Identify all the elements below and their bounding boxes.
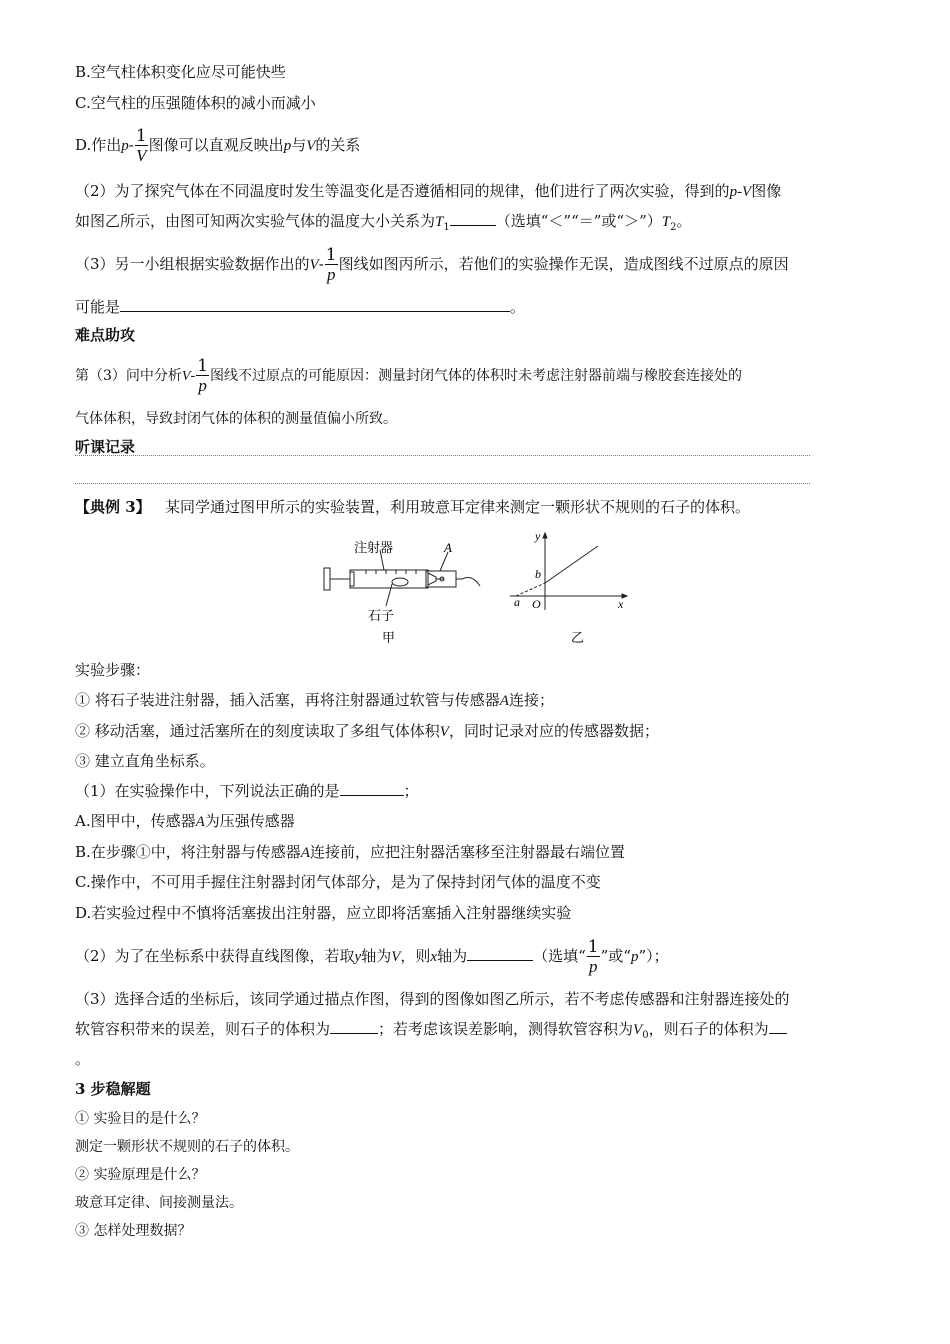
syringe-label: 注射器	[354, 541, 394, 556]
caption-left: 甲	[382, 631, 396, 646]
example-q1: （1）在实验操作中，下列说法正确的是 ；	[75, 782, 419, 800]
graph-line-solid	[545, 546, 598, 583]
option-b: B.空气柱体积变化应尽可能快些	[75, 63, 286, 81]
graph-line-dashed	[516, 583, 545, 596]
notes-line-1	[75, 455, 810, 456]
fraction-1-over-v: $\frac{1}{V}$	[135, 126, 147, 165]
answer-blank	[330, 1019, 378, 1034]
example-q1-option-a: A.图甲中，传感器A为压强传感器	[75, 812, 295, 830]
solve-a2: 玻意耳定律、间接测量法。	[75, 1195, 243, 1211]
fraction-1-over-p: $\frac{1}{p}$	[587, 937, 599, 976]
example-q3-line-3: 。	[75, 1050, 91, 1068]
stone-label: 石子	[368, 609, 395, 624]
caption-right: 乙	[571, 631, 585, 646]
fraction-1-over-p: $\frac{1}{p}$	[325, 245, 337, 284]
solve-a1: 测定一颗形状不规则的石子的体积。	[75, 1139, 299, 1155]
graph-yi	[510, 533, 627, 610]
sensor-label: A	[444, 540, 452, 555]
step-3: ③ 建立直角坐标系。	[75, 752, 215, 770]
hint-title: 难点助攻	[75, 326, 136, 344]
point-a-label: a	[514, 595, 520, 609]
answer-blank	[769, 1019, 787, 1034]
example-q1-option-b: B.在步骤①中，将注射器与传感器A连接前，应把注射器活塞移至注射器最右端位置	[75, 843, 625, 861]
notes-label: 听课记录	[75, 438, 136, 456]
syringe-apparatus	[324, 550, 480, 606]
axis-y-label: y	[535, 529, 541, 543]
hint-line-1: 第（3）问中分析V- $\frac{1}{p}$ 图线不过原点的可能原因：测量封闭气体的体积时未考虑注射器前端与橡胶套连接处的	[75, 356, 743, 395]
option-c: C.空气柱的压强随体积的减小而减小	[75, 94, 316, 112]
hint-line-2: 气体体积，导致封闭气体的体积的测量值偏小所致。	[75, 411, 397, 427]
step-2: ② 移动活塞，通过活塞所在的刻度读取了多组气体体积V，同时记录对应的传感器数据；	[75, 722, 659, 740]
answer-blank	[450, 211, 496, 226]
fraction-1-over-p: $\frac{1}{p}$	[197, 356, 209, 395]
answer-blank	[340, 781, 404, 796]
solve-title: 3 步稳解题	[75, 1080, 151, 1098]
point-b-label: b	[535, 567, 541, 581]
answer-blank	[467, 946, 533, 961]
stone-shape	[392, 578, 408, 586]
question-2-line-2: 如图乙所示，由图可知两次实验气体的温度大小关系为$T_1$ （选填“＜”“＝”或“$>”)T_2$。	[75, 212, 692, 233]
experiment-figure	[320, 528, 640, 650]
origin-label: O	[532, 597, 541, 611]
example-q3-line-1: （3）选择合适的坐标后，该同学通过描点作图，得到的图像如图乙所示，若不考虑传感器和注射器连接处的	[75, 990, 790, 1008]
axis-x-label: x	[618, 597, 624, 611]
solve-q1: ① 实验目的是什么？	[75, 1111, 206, 1127]
example-q2: （2）为了在坐标系中获得直线图像，若取y轴为V，则x轴为 （选填“ $\frac{1}{p}$ ”或“p”）；	[75, 937, 669, 976]
example-3-heading: 【典例 3】 某同学通过图甲所示的实验装置，利用玻意耳定律来测定一颗形状不规则的石子的体积。	[75, 498, 750, 516]
steps-title: 实验步骤：	[75, 661, 151, 679]
notes-line-2	[75, 483, 810, 484]
answer-blank	[120, 297, 510, 312]
question-3-line-1: （3）另一小组根据实验数据作出的V- $\frac{1}{p}$ 图线如图丙所示，若他们的实验操作无误，造成图线不过原点的原因	[75, 245, 789, 284]
solve-q2: ② 实验原理是什么？	[75, 1167, 206, 1183]
question-3-line-2: 可能是 。	[75, 298, 526, 316]
option-d: D.作出p- $\frac{1}{V}$ 图像可以直观反映出p与V的关系	[75, 126, 361, 165]
example-q1-option-d: D.若实验过程中不慎将活塞拔出注射器，应立即将活塞插入注射器继续实验	[75, 904, 572, 922]
example-q3-line-2: 软管容积带来的误差，则石子的体积为 ；若考虑该误差影响，测得软管容积为$V_0$，则石子的体积为	[75, 1018, 870, 1047]
step-1: ① 将石子装进注射器，插入活塞，再将注射器通过软管与传感器A连接；	[75, 691, 554, 709]
question-2-line-1: （2）为了探究气体在不同温度时发生等温变化是否遵循相同的规律，他们进行了两次实验，得到的p-V图像	[75, 182, 782, 200]
example-q1-option-c: C.操作中，不可用手握住注射器封闭气体部分，是为了保持封闭气体的温度不变	[75, 873, 601, 891]
solve-q3: ③ 怎样处理数据？	[75, 1223, 192, 1239]
